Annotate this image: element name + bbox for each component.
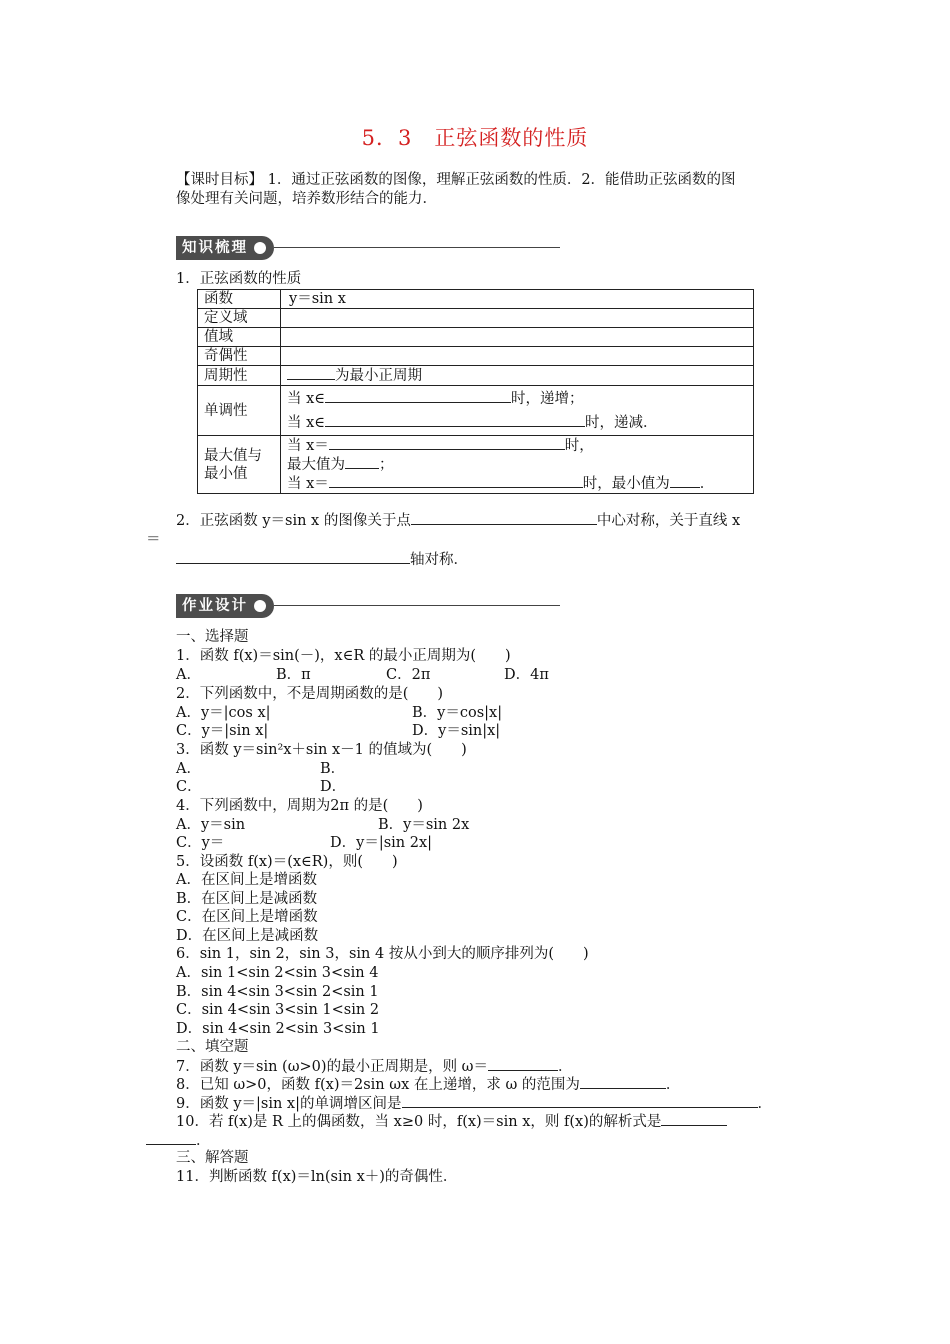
blank-min-value[interactable] xyxy=(670,474,700,488)
question-10 xyxy=(176,1112,727,1131)
properties-table xyxy=(197,289,754,494)
text: 9．函数 y＝|sin x|的单调增区间是 xyxy=(176,1096,402,1112)
option: B．在区间上是减函数 xyxy=(176,891,318,907)
question-9 xyxy=(176,1094,772,1113)
cell-value xyxy=(281,328,754,347)
text: ． xyxy=(558,1059,573,1075)
cell-value xyxy=(281,436,754,494)
option: D．sin 4<sin 2<sin 3<sin 1 xyxy=(176,1021,380,1037)
option: C．在区间上是增函数 xyxy=(176,909,318,925)
cell-label: 函数 xyxy=(198,290,281,309)
blank-answer[interactable] xyxy=(402,1094,758,1108)
text: 当 x∈ xyxy=(287,414,326,431)
cell-label: 值域 xyxy=(198,328,281,347)
text: ． xyxy=(196,1133,211,1149)
cell-label: 单调性 xyxy=(198,386,281,436)
option: C．y＝ xyxy=(176,835,225,851)
cell-value xyxy=(281,347,754,366)
question-6: 6．sin 1，sin 2，sin 3，sin 4 按从小到大的顺序排列为( ) xyxy=(176,946,589,962)
blank-axis[interactable] xyxy=(176,550,410,564)
text: ． xyxy=(665,1077,681,1093)
text: 时， xyxy=(564,438,594,454)
text: 当 x＝ xyxy=(287,438,329,454)
cell-label: 周期性 xyxy=(198,366,281,386)
blank-max-x[interactable] xyxy=(329,436,565,450)
item-1-heading: 1．正弦函数的性质 xyxy=(176,271,302,287)
cell-value xyxy=(281,290,754,309)
question-5: 5．设函数 f(x)＝(x∈R)，则( ) xyxy=(176,854,398,870)
section-label: 作业设计 xyxy=(176,594,274,618)
option: D．4π xyxy=(504,667,549,683)
option: C．sin 4<sin 3<sin 1<sin 2 xyxy=(176,1002,380,1018)
banner-rule xyxy=(274,247,560,248)
option: A．sin 1<sin 2<sin 3<sin 4 xyxy=(176,965,379,981)
period-text: 为最小正周期 xyxy=(335,368,422,384)
text: ． xyxy=(757,1096,772,1112)
goal-line-2: 像处理有关问题，培养数形结合的能力． xyxy=(176,191,437,207)
text: 中心对称，关于直线 x xyxy=(596,513,741,529)
text: 最大值为 xyxy=(287,457,345,473)
text: 2．正弦函数 y＝sin x 的图像关于点 xyxy=(176,513,411,529)
text: ； xyxy=(379,457,394,473)
table-row xyxy=(198,386,754,436)
text: 最大值与 xyxy=(204,447,262,464)
heading-choice: 一、选择题 xyxy=(176,629,249,645)
table-row xyxy=(198,366,754,386)
blank-answer[interactable] xyxy=(146,1131,196,1145)
text: 时，递减． xyxy=(585,414,658,431)
cell-value xyxy=(281,386,754,436)
section-banner-knowledge xyxy=(176,236,560,260)
function-formula: y＝sin x xyxy=(289,291,346,307)
question-4: 4．下列函数中，周期为2π 的是( ) xyxy=(176,798,423,814)
option: D．y＝sin|x| xyxy=(412,723,501,739)
section-banner-homework xyxy=(176,594,560,618)
question-10-continued xyxy=(146,1131,211,1150)
heading-fill: 二、填空题 xyxy=(176,1039,249,1055)
section-label: 知识梳理 xyxy=(176,236,274,260)
goal-line-1: 【课时目标】 1．通过正弦函数的图像，理解正弦函数的性质．2．能借助正弦函数的图 xyxy=(176,172,736,188)
option: A． xyxy=(176,761,201,777)
text: 当 x＝ xyxy=(287,476,329,492)
text: 当 x∈ xyxy=(287,390,326,407)
blank-answer[interactable] xyxy=(580,1075,666,1089)
option: B． xyxy=(320,761,346,777)
bullet-dot-icon xyxy=(254,600,266,612)
option: D． xyxy=(320,779,347,795)
heading-solve: 三、解答题 xyxy=(176,1150,249,1166)
item-2-line-2 xyxy=(176,550,468,569)
blank-decreasing-interval[interactable] xyxy=(325,413,585,427)
blank-max-value[interactable] xyxy=(345,455,379,469)
table-row xyxy=(198,328,754,347)
cell-value xyxy=(281,366,754,386)
cell-value xyxy=(281,309,754,328)
text: 轴对称． xyxy=(410,552,468,568)
text: 7．函数 y＝sin (ω>0)的最小正周期是，则 ω＝ xyxy=(176,1059,488,1075)
table-row xyxy=(198,309,754,328)
option: D．y＝|sin 2x| xyxy=(330,835,433,851)
option: C． xyxy=(176,779,202,795)
question-11: 11．判断函数 f(x)＝ln(sin x＋)的奇偶性． xyxy=(176,1169,458,1185)
table-row xyxy=(198,347,754,366)
blank-answer[interactable] xyxy=(661,1112,727,1126)
question-3: 3．函数 y＝sin²x＋sin x－1 的值域为( ) xyxy=(176,742,467,758)
text: 8．已知 ω>0，函数 f(x)＝2sin ωx 在上递增，求 ω 的范围为 xyxy=(176,1077,580,1093)
bullet-dot-icon xyxy=(254,242,266,254)
cell-label: 奇偶性 xyxy=(198,347,281,366)
question-2: 2．下列函数中，不是周期函数的是( ) xyxy=(176,686,444,702)
text: 10．若 f(x)是 R 上的偶函数，当 x≥0 时，f(x)＝sin x，则 f(x)的解析式是 xyxy=(176,1114,662,1130)
cell-label: 定义域 xyxy=(198,309,281,328)
text: 最小值 xyxy=(204,465,248,482)
option: C．2π xyxy=(386,667,431,683)
blank-min-x[interactable] xyxy=(329,474,583,488)
item-2-line-1 xyxy=(176,511,740,530)
option: A．y＝|cos x| xyxy=(176,705,271,721)
question-7 xyxy=(176,1057,573,1076)
blank-center-point[interactable] xyxy=(411,511,597,525)
option: D．在区间上是减函数 xyxy=(176,928,319,944)
question-1: 1．函数 f(x)＝sin(－)，x∈R 的最小正周期为( ) xyxy=(176,648,511,664)
blank-answer[interactable] xyxy=(488,1057,558,1071)
option: B．y＝sin 2x xyxy=(378,817,470,833)
text: 时，最小值为 xyxy=(582,476,670,492)
cell-label xyxy=(198,436,281,494)
option: A． xyxy=(176,667,201,683)
table-row xyxy=(198,290,754,309)
option: C．y＝|sin x| xyxy=(176,723,269,739)
question-8 xyxy=(176,1075,680,1094)
option: B．y＝cos|x| xyxy=(412,705,503,721)
option: A．y＝sin xyxy=(176,817,246,833)
page-title: 5．3 正弦函数的性质 xyxy=(361,126,589,150)
blank-period[interactable] xyxy=(287,366,335,380)
text: ． xyxy=(699,476,715,492)
option: B．sin 4<sin 3<sin 2<sin 1 xyxy=(176,984,379,1000)
banner-rule xyxy=(274,605,560,606)
text: 时，递增； xyxy=(511,390,584,407)
option: B．π xyxy=(276,667,311,683)
item-2-eq: ＝ xyxy=(146,532,161,548)
option: A．在区间上是增函数 xyxy=(176,872,317,888)
table-row xyxy=(198,436,754,494)
blank-increasing-interval[interactable] xyxy=(325,389,511,403)
